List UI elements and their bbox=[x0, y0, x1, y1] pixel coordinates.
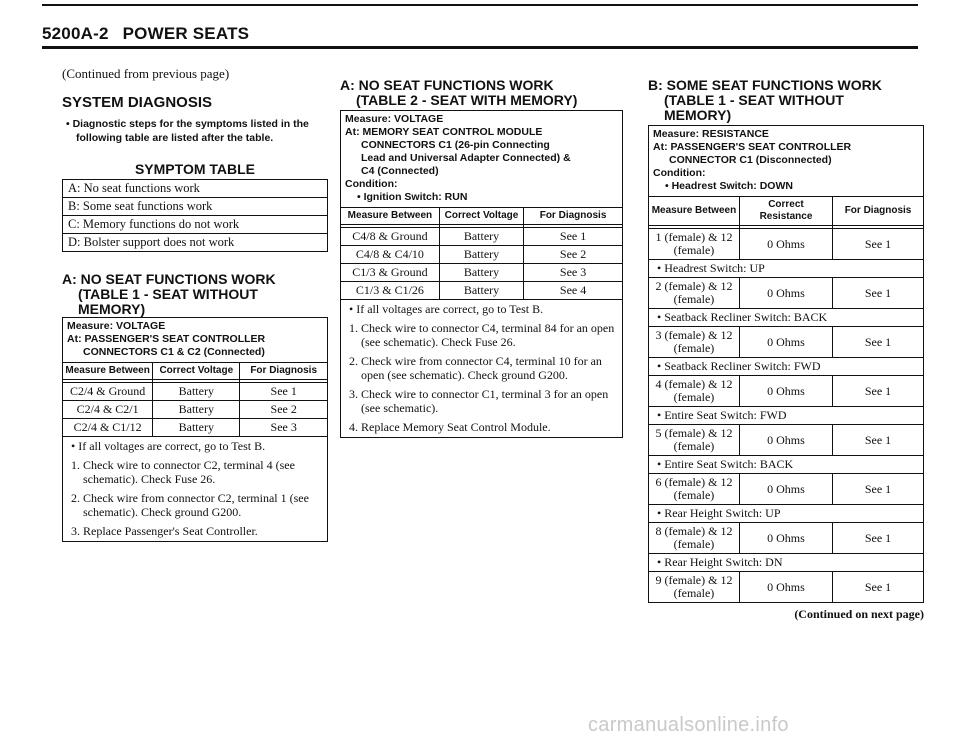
section-b-table1-heading: B: SOME SEAT FUNCTIONS WORK (TABLE 1 - SEAT WITHOUT MEMORY) bbox=[648, 77, 882, 123]
column-left bbox=[62, 60, 328, 542]
condition-row: • Entire Seat Switch: BACK bbox=[649, 456, 923, 474]
col-for-diagnosis: For Diagnosis bbox=[240, 363, 327, 380]
watermark: carmanualsonline.info bbox=[588, 714, 789, 736]
table-row: C2/4 & Ground Battery See 1 bbox=[63, 383, 327, 401]
symptom-item: C: Memory functions do not work bbox=[63, 216, 327, 234]
col-measure-between: Measure Between bbox=[649, 197, 739, 226]
bullet-note: • If all voltages are correct, go to Test B. bbox=[71, 439, 266, 453]
table-row: C4/8 & C4/10 Battery See 2 bbox=[341, 246, 622, 264]
table-row: 3 (female) & 12 (female) 0 Ohms See 1 bbox=[649, 327, 923, 358]
voltage-table bbox=[63, 363, 327, 436]
table-row: 1 (female) & 12 (female) 0 Ohms See 1 bbox=[649, 229, 923, 260]
continued-on-next-page: (Continued on next page) bbox=[794, 607, 924, 621]
col-measure-between: Measure Between bbox=[63, 363, 153, 380]
col-measure-between: Measure Between bbox=[341, 208, 439, 225]
step-item: 4. Replace Memory Seat Control Module. bbox=[349, 420, 551, 434]
diagnosis-steps bbox=[63, 436, 327, 541]
condition-row: • Seatback Recliner Switch: BACK bbox=[649, 309, 923, 327]
table-row: 6 (female) & 12 (female) 0 Ohms See 1 bbox=[649, 474, 923, 505]
section-a-table2-heading: A: NO SEAT FUNCTIONS WORK (TABLE 2 - SEAT WITH MEMORY) bbox=[340, 77, 578, 108]
condition-row: • Rear Height Switch: UP bbox=[649, 505, 923, 523]
measure-info: Measure: RESISTANCE At: PASSENGER'S SEAT CONTROLLER CONNECTOR C1 (Disconnected) Condition: • Headrest Switch: DOWN bbox=[649, 126, 923, 197]
symptom-table-title: SYMPTOM TABLE bbox=[134, 161, 256, 177]
page-code: 5200A-2 bbox=[42, 24, 109, 43]
table-row: 8 (female) & 12 (female) 0 Ohms See 1 bbox=[649, 523, 923, 554]
continued-from-previous: (Continued from previous page) bbox=[62, 66, 230, 81]
bullet-note: • If all voltages are correct, go to Test B. bbox=[349, 302, 544, 316]
symptom-item: B: Some seat functions work bbox=[63, 198, 327, 216]
table-row: C2/4 & C2/1 Battery See 2 bbox=[63, 401, 327, 419]
col-correct-resistance: Correct Resistance bbox=[739, 197, 832, 226]
step-item: 1. Check wire to connector C2, terminal 4 (see schematic). Check Fuse 26. bbox=[71, 458, 295, 486]
table-row: C1/3 & Ground Battery See 3 bbox=[341, 264, 622, 282]
symptom-table bbox=[62, 179, 328, 252]
step-item: 2. Check wire from connector C2, terminal 1 (see schematic). Check ground G200. bbox=[71, 491, 309, 519]
table-row: 9 (female) & 12 (female) 0 Ohms See 1 bbox=[649, 572, 923, 603]
diagnosis-steps bbox=[341, 299, 622, 437]
resistance-table bbox=[649, 197, 923, 602]
symptom-item: A: No seat functions work bbox=[63, 180, 327, 198]
section-b-table1-box bbox=[648, 125, 924, 603]
column-middle bbox=[340, 78, 623, 438]
table-row: C2/4 & C1/12 Battery See 3 bbox=[63, 419, 327, 437]
page-header bbox=[42, 24, 249, 44]
condition-row: • Headrest Switch: UP bbox=[649, 260, 923, 278]
col-correct-voltage: Correct Voltage bbox=[153, 363, 240, 380]
measure-info: Measure: VOLTAGE At: MEMORY SEAT CONTROL MODULE CONNECTORS C1 (26-pin Connecting Lead and Universal Adapter Connected) & C4 (Connected) Condition: • Ignition Switch: RUN bbox=[341, 111, 622, 208]
section-a-table1-heading: A: NO SEAT FUNCTIONS WORK (TABLE 1 - SEAT WITHOUT MEMORY) bbox=[62, 271, 276, 317]
step-item: 3. Check wire to connector C1, terminal 3 for an open (see schematic). bbox=[349, 387, 609, 415]
system-diagnosis-heading: SYSTEM DIAGNOSIS bbox=[62, 94, 213, 111]
table-row: 4 (female) & 12 (female) 0 Ohms See 1 bbox=[649, 376, 923, 407]
diagnosis-note: • Diagnostic steps for the symptoms listed in the following table are listed after the table. bbox=[66, 118, 309, 144]
condition-row: • Rear Height Switch: DN bbox=[649, 554, 923, 572]
step-item: 3. Replace Passenger's Seat Controller. bbox=[71, 524, 258, 538]
condition-row: • Seatback Recliner Switch: FWD bbox=[649, 358, 923, 376]
col-correct-voltage: Correct Voltage bbox=[439, 208, 523, 225]
table-row: C4/8 & Ground Battery See 1 bbox=[341, 228, 622, 246]
section-a-table2-box bbox=[340, 110, 623, 438]
step-item: 2. Check wire from connector C4, terminal 10 for an open (see schematic). Check ground G200. bbox=[349, 354, 602, 382]
column-right bbox=[648, 78, 924, 622]
table-row: 5 (female) & 12 (female) 0 Ohms See 1 bbox=[649, 425, 923, 456]
top-rule bbox=[42, 4, 918, 6]
col-for-diagnosis: For Diagnosis bbox=[524, 208, 622, 225]
symptom-item: D: Bolster support does not work bbox=[68, 235, 235, 249]
step-item: 1. Check wire to connector C4, terminal 84 for an open (see schematic). Check Fuse 26. bbox=[349, 321, 615, 349]
table-row: C1/3 & C1/26 Battery See 4 bbox=[341, 282, 622, 300]
section-a-table1-box bbox=[62, 317, 328, 542]
voltage-table bbox=[341, 208, 622, 299]
condition-row: • Entire Seat Switch: FWD bbox=[649, 407, 923, 425]
section-title: POWER SEATS bbox=[122, 24, 250, 43]
measure-info: Measure: VOLTAGE At: PASSENGER'S SEAT CONTROLLER CONNECTORS C1 & C2 (Connected) bbox=[63, 318, 327, 363]
col-for-diagnosis: For Diagnosis bbox=[833, 197, 923, 226]
header-rule bbox=[42, 46, 918, 49]
table-row: 2 (female) & 12 (female) 0 Ohms See 1 bbox=[649, 278, 923, 309]
